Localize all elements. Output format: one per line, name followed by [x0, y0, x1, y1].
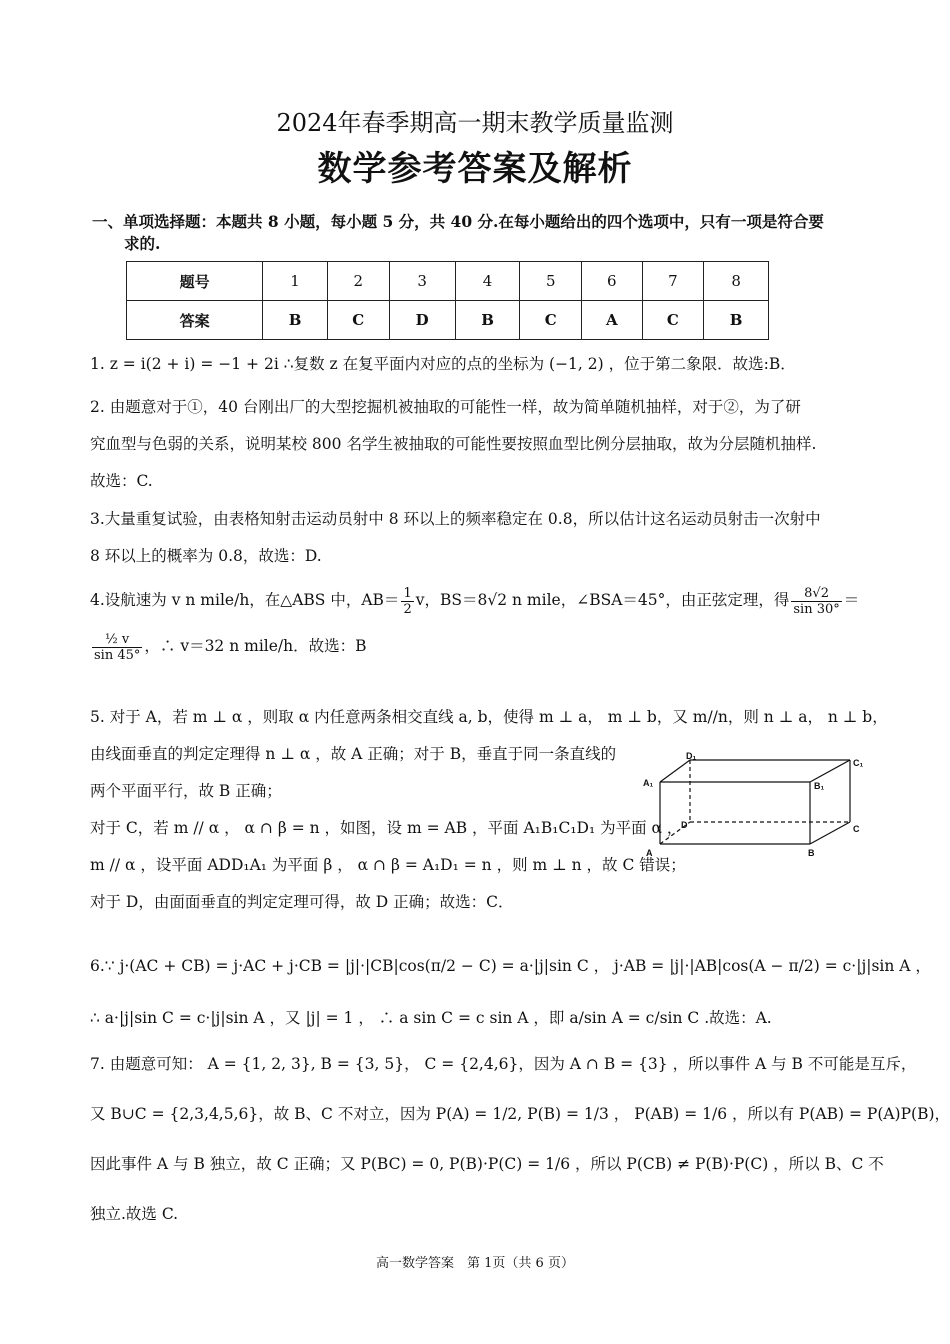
fraction-law-of-sines-left — [791, 586, 841, 617]
solution-q2 — [90, 389, 870, 500]
text-line: 7. 由题意可知： A = {1, 2, 3}, B = {3, 5}， C = {2,4,6}，因为 A ∩ B = {3} ，所以事件 A 与 B 不可能是互斥， — [90, 1055, 917, 1073]
table-cell: B — [263, 301, 328, 340]
text-line: 5. 对于 A，若 m ⊥ α ，则取 α 内任意两条相交直线 a, b，使得 m ⊥ a， m ⊥ b，又 m//n，则 n ⊥ a， n ⊥ b， — [90, 708, 888, 726]
vertex-label-D1: D₁ — [686, 752, 697, 761]
table-cell: B — [455, 301, 520, 340]
fraction-denominator: sin 30° — [793, 601, 840, 617]
fraction-numerator: 1 — [403, 585, 412, 601]
text-line: 究血型与色弱的关系，说明某校 800 名学生被抽取的可能性要按照血型比例分层抽取，故为分层随机抽样. — [90, 435, 817, 453]
table-cell: A — [582, 301, 642, 340]
solution-q4 — [90, 582, 870, 664]
q4-text-c: ＝ — [843, 591, 860, 609]
cuboid-figure — [640, 752, 870, 862]
text-line: 2. 由题意对于①，40 台刚出厂的大型挖掘机被抽取的可能性一样，故为简单随机抽样，对于②，为了研 — [90, 398, 801, 416]
vertex-label-A: A — [646, 848, 653, 858]
fraction-numerator: ½ v — [92, 632, 142, 648]
answer-table — [126, 261, 769, 340]
section-heading — [92, 211, 872, 255]
document-title: 2024年春季期高一期末教学质量监测 — [276, 109, 674, 137]
text-line: 因此事件 A 与 B 独立，故 C 正确；又 P(BC) = 0, P(B)·P(C) = 1/6 ，所以 P(CB) ≠ P(B)·P(C) ，所以 B、C 不 — [90, 1155, 884, 1173]
text-line: 1. z = i(2 + i) = −1 + 2i ∴复数 z 在复平面内对应的点的坐标为 (−1, 2) ，位于第二象限．故选:B． — [90, 355, 796, 373]
table-cell: 5 — [520, 262, 582, 301]
page-footer: 高一数学答案 第 1页（共 6 页） — [376, 1256, 574, 1271]
q4-text-d: ，∴ v＝32 n mile/h．故选：B — [144, 637, 367, 655]
section-heading-line1: 一、单项选择题：本题共 8 小题，每小题 5 分，共 40 分.在每小题给出的四个选项中，只有一项是符合要 — [92, 212, 824, 231]
table-cell: C — [642, 301, 704, 340]
solution-q7 — [90, 1039, 950, 1239]
table-cell: C — [520, 301, 582, 340]
vertex-label-C1: C₁ — [853, 758, 864, 768]
text-line — [90, 582, 870, 618]
q4-text-b: v，BS＝8√2 n mile，∠BSA＝45°，由正弦定理，得 — [415, 591, 790, 609]
text-line: 对于 C，若 m // α ， α ∩ β = n ，如图，设 m = AB ，平面 A₁B₁C₁D₁ 为平面 α ， — [90, 819, 683, 837]
vertex-label-A1: A₁ — [643, 778, 654, 788]
table-cell: D — [389, 301, 455, 340]
text-line: 故选：C. — [90, 472, 153, 490]
vertex-label-D: D — [681, 820, 688, 830]
text-line: 对于 D，由面面垂直的判定定理可得，故 D 正确；故选：C． — [90, 893, 514, 911]
row-label-answer: 答案 — [127, 301, 263, 340]
vertex-label-B1: B₁ — [814, 781, 825, 791]
table-cell: 3 — [389, 262, 455, 301]
row-label-number: 题号 — [127, 262, 263, 301]
solution-q3 — [90, 501, 870, 575]
text-line: 由线面垂直的判定定理得 n ⊥ α ，故 A 正确；对于 B，垂直于同一条直线的 — [90, 745, 617, 763]
fraction-denominator: 2 — [403, 601, 412, 617]
document-subtitle: 数学参考答案及解析 — [317, 149, 633, 189]
table-cell: 1 — [263, 262, 328, 301]
text-line: ∴ a·|j|sin C = c·|j|sin A ，又 |j| = 1 ， ∴ a sin C = c sin A ，即 a/sin A = c/sin C .故选：A. — [90, 1009, 772, 1027]
vertex-label-C: C — [853, 824, 860, 834]
table-cell: 7 — [642, 262, 704, 301]
text-line: 两个平面平行，故 B 正确； — [90, 782, 282, 800]
table-cell: 2 — [327, 262, 389, 301]
text-line: 3.大量重复试验，由表格知射击运动员射中 8 环以上的频率稳定在 0.8，所以估计这名运动员射击一次射中 — [90, 510, 821, 528]
text-line: 又 B∪C = {2,3,4,5,6}，故 B、C 不对立，因为 P(A) = 1/2, P(B) = 1/3 ， P(AB) = 1/6 ，所以有 P(AB) = P(A)P(B)， — [90, 1105, 950, 1123]
table-cell: 8 — [704, 262, 769, 301]
table-cell: C — [327, 301, 389, 340]
solution-q6 — [90, 940, 931, 1044]
section-heading-line2: 求的. — [124, 234, 161, 253]
text-line: 6.∵ j·(AC + CB) = j·AC + j·CB = |j|·|CB|cos(π/2 − C) = a·|j|sin C ， j·AB = |j|·|AB|cos(A − π/2) = c·|j|sin A ， — [90, 957, 931, 975]
text-line — [90, 628, 870, 664]
table-cell: 4 — [455, 262, 520, 301]
text-line: m // α ，设平面 ADD₁A₁ 为平面 β ， α ∩ β = A₁D₁ = n ，则 m ⊥ n ，故 C 错误； — [90, 856, 686, 874]
fraction-half — [401, 586, 413, 617]
solution-q1 — [90, 346, 870, 383]
fraction-numerator: 8√2 — [791, 586, 841, 602]
fraction-denominator: sin 45° — [94, 647, 141, 663]
table-cell: 6 — [582, 262, 642, 301]
q4-text-a: 4.设航速为 v n mile/h，在△ABS 中，AB＝ — [90, 591, 400, 609]
vertex-label-B: B — [808, 848, 815, 858]
text-line: 独立.故选 C. — [90, 1205, 179, 1223]
answer-table-row-answers — [127, 301, 769, 340]
text-line: 8 环以上的概率为 0.8，故选：D. — [90, 547, 322, 565]
fraction-law-of-sines-right — [92, 632, 142, 663]
table-cell: B — [704, 301, 769, 340]
answer-table-row-numbers — [127, 262, 769, 301]
